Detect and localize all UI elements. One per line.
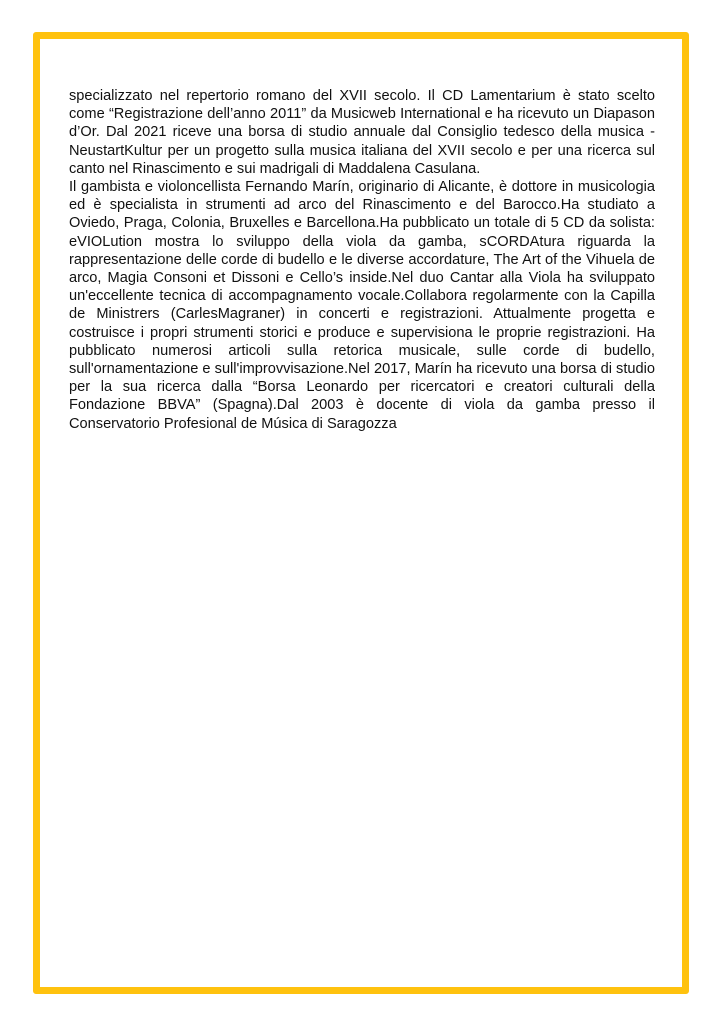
biography-text bbox=[69, 87, 655, 433]
paragraph-previous-bio-continuation: specializzato nel repertorio romano del XVII secolo. Il CD Lamentarium è stato scelto come “Registrazione dell’anno 2011” da Musicweb International e ha ricevuto un Diapason d’Or. Dal 2021 riceve una borsa di studio annuale dal Consiglio tedesco della musica - NeustartKultur per un progetto sulla musica italiana del XVII secolo e per una ricerca sul canto nel Rinascimento e sui madrigali di Maddalena Casulana. bbox=[69, 88, 655, 177]
paragraph-fernando-marin-bio: Il gambista e violoncellista Fernando Marín, originario di Alicante, è dottore in musicologia ed è specialista in strumenti ad arco del Rinascimento e del Barocco.Ha studiato a Oviedo, Praga, Colonia, Bruxelles e Barcellona.Ha pubblicato un totale di 5 CD da solista: eVIOLution mostra lo sviluppo della viola da gamba, sCORDAtura riguarda la rappresentazione delle corde di budello e le diverse accordature, The Art of the Vihuela de arco, Magia Consoni et Dissoni e Cello’s inside.Nel duo Cantar alla Viola ha sviluppato un'eccellente tecnica di accompagnamento vocale.Collabora regolarmente con la Capilla de Ministrers (CarlesMagraner) in concerti e registrazioni. Attualmente progetta e costruisce i propri strumenti storici e produce e supervisiona le proprie registrazioni. Ha pubblicato numerosi articoli sulla retorica musicale, sulle corde di budello, sull'ornamentazione e sull'improvvisazione.Nel 2017, Marín ha ricevuto una borsa di studio per la sua ricerca dalla “Borsa Leonardo per ricercatori e creatori culturali della Fondazione BBVA” (Spagna).Dal 2003 è docente di viola da gamba presso il Conservatorio Profesional de Música di Saragozza bbox=[69, 179, 655, 432]
